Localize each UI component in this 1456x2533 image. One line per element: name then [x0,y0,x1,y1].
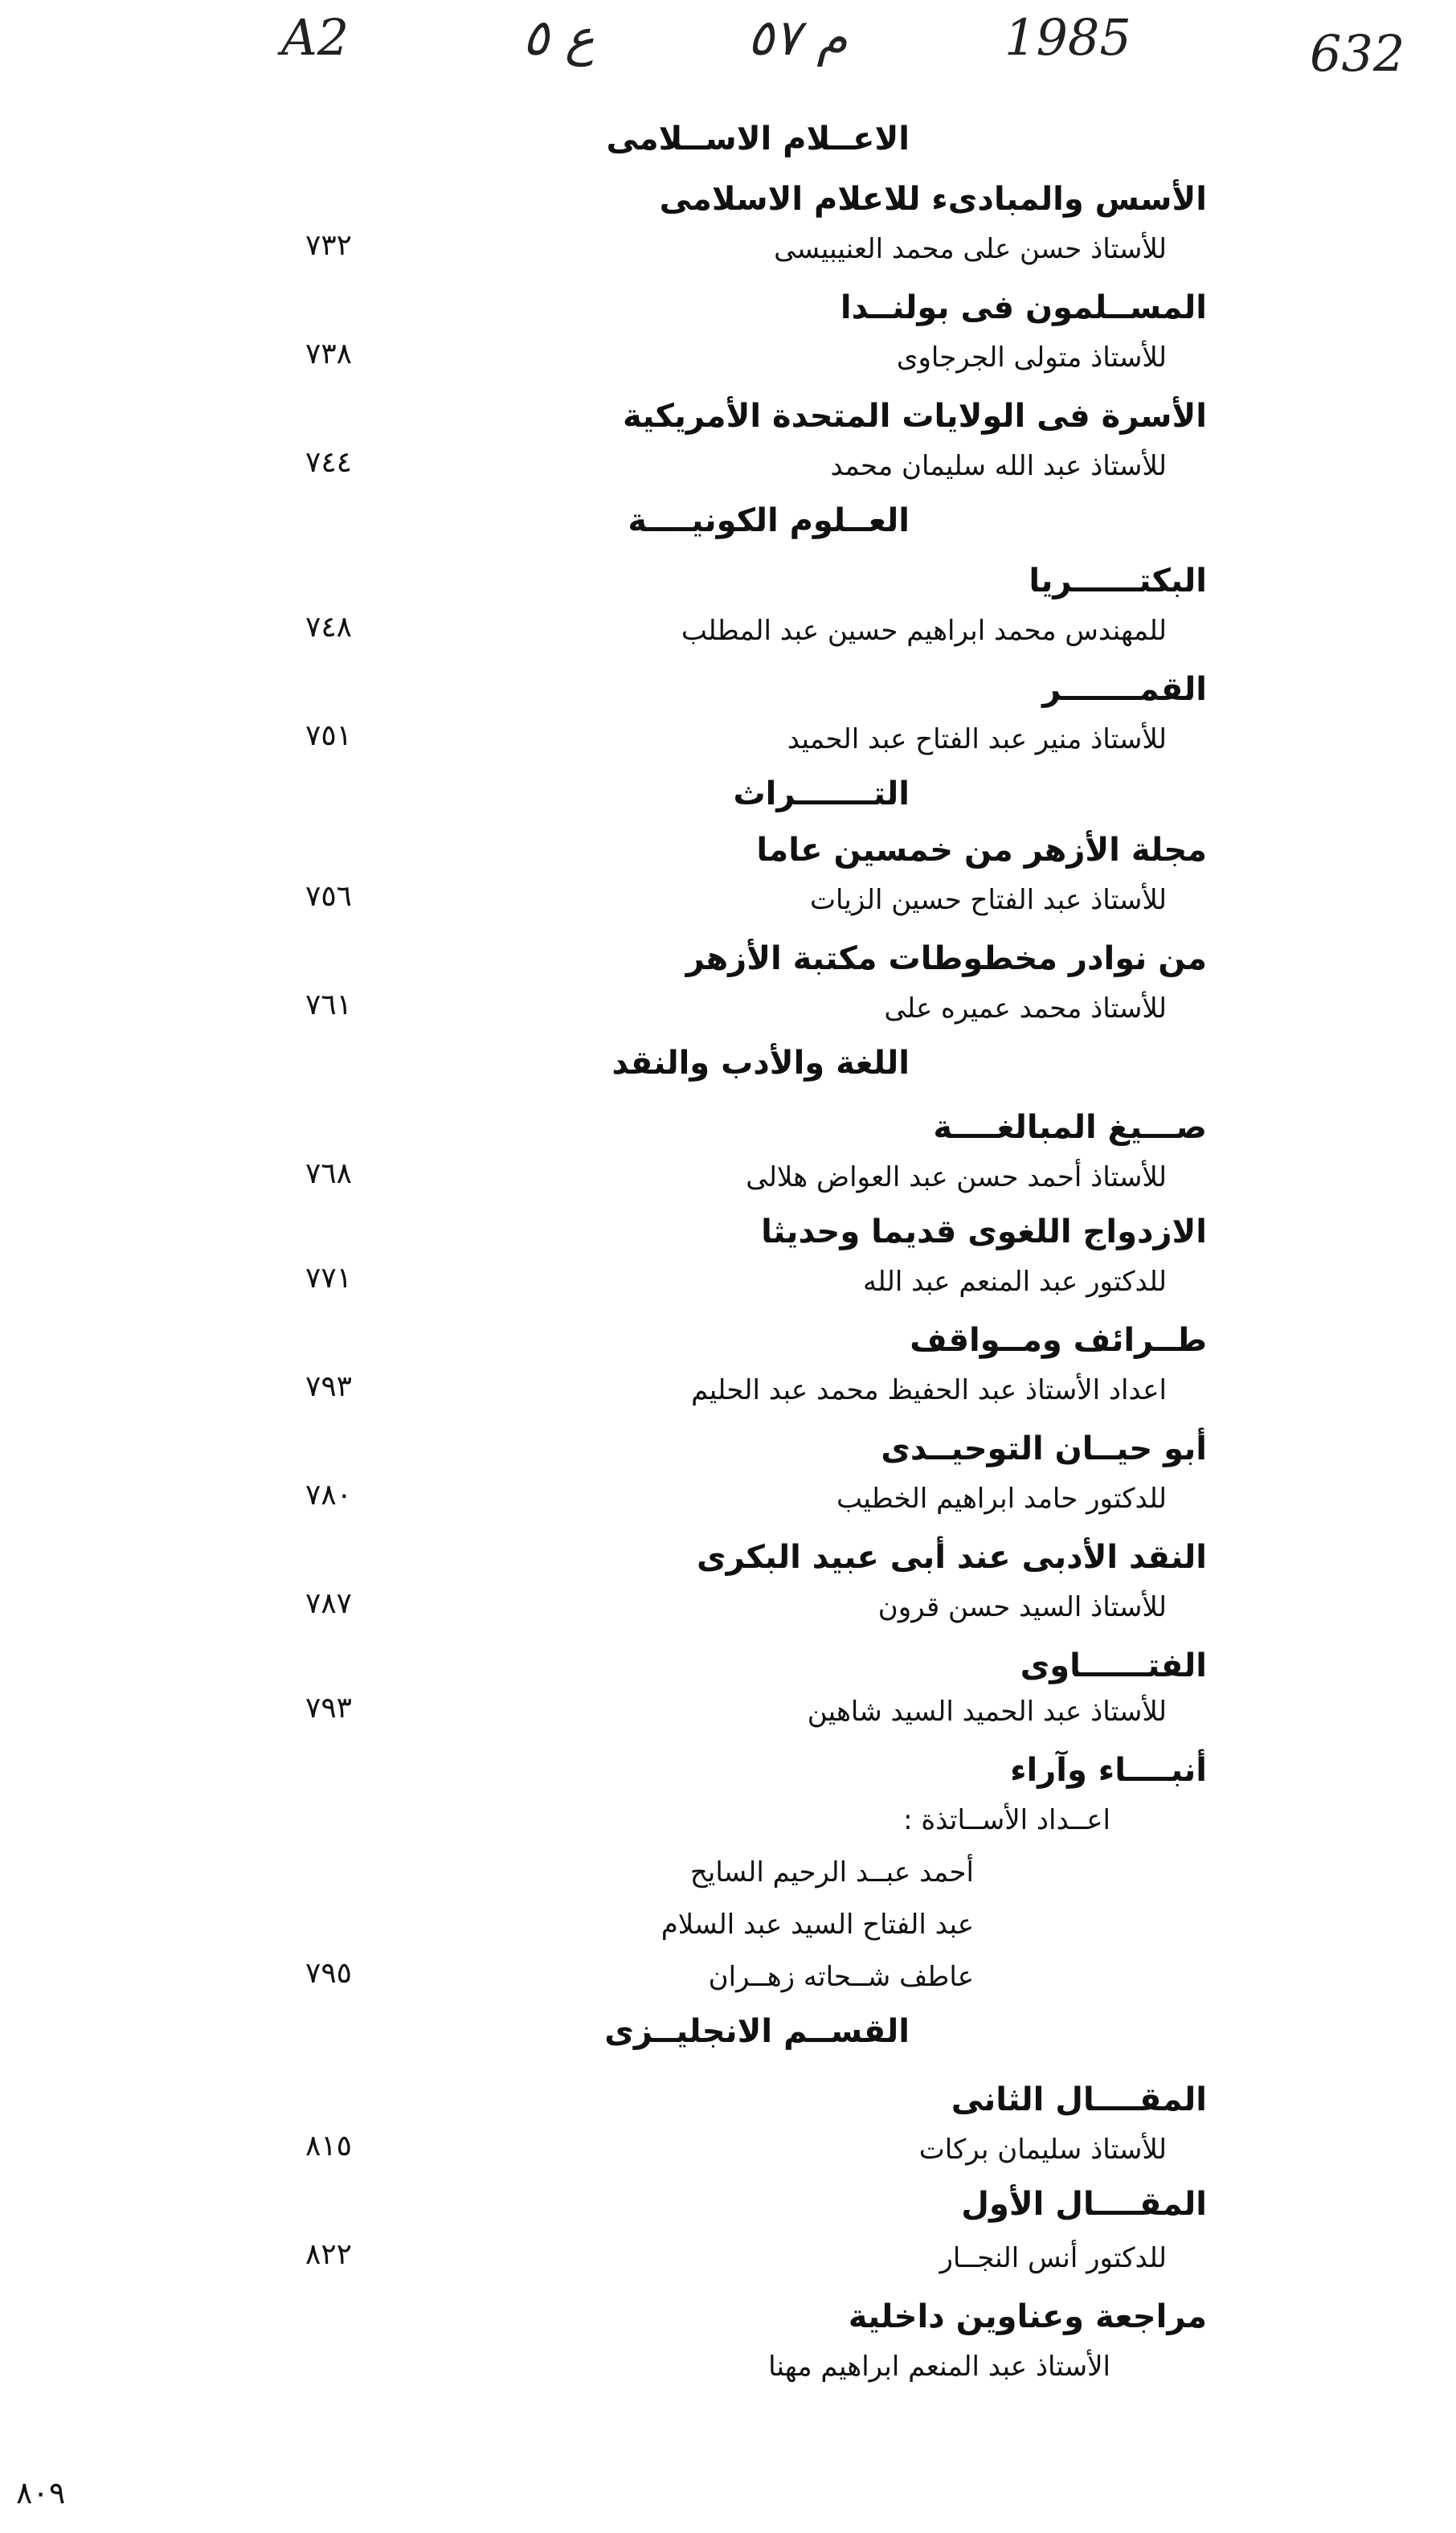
page-number: ٨٠٩ [16,2475,66,2510]
handwritten-volume: م ٥٧ [747,8,848,67]
toc-article-title: البكتــــــريا [1029,563,1207,599]
toc-page-number: ٧٥٦ [305,880,353,913]
toc-article-title: النقد الأدبى عند أبى عبيد البكرى [697,1539,1207,1576]
toc-section-heading: القســم الانجليــزى [604,2013,910,2050]
toc-article-title: الأسرة فى الولايات المتحدة الأمريكية [623,398,1207,435]
toc-author-line: للأستاذ منير عبد الفتاح عبد الحميد [787,723,1167,755]
toc-author-line: للمهندس محمد ابراهيم حسين عبد المطلب [681,615,1167,647]
toc-author-line: عبد الفتاح السيد عبد السلام [661,1909,974,1941]
toc-article-title: أنبــــاء وآراء [1010,1752,1207,1789]
toc-article-title: الفتــــــاوى [1020,1647,1207,1684]
toc-article-title: المقــــال الأول [961,2186,1207,2223]
toc-author-line: للأستاذ عبد الحميد السيد شاهين [807,1696,1167,1728]
toc-page-number: ٨٢٢ [305,2238,353,2271]
handwritten-issue: ع ٥ [522,8,595,67]
toc-article-title: مراجعة وعناوين داخلية [848,2298,1207,2335]
toc-page-number: ٧٤٤ [305,446,353,479]
toc-page-number: ٧٨٠ [305,1479,353,1512]
toc-page-number: ٧٩٥ [305,1957,353,1990]
toc-author-line: للأستاذ عبد الفتاح حسين الزيات [810,884,1167,916]
toc-page-number: ٧٣٢ [305,229,353,262]
toc-section-heading: اللغة والأدب والنقد [611,1045,910,1082]
toc-article-title: أبو حيــان التوحيــدى [881,1430,1207,1467]
toc-author-line: اعــداد الأســاتذة : [903,1804,1110,1836]
toc-article-title: الازدواج اللغوى قديما وحديثا [761,1213,1207,1250]
toc-page-number: ٧٨٧ [305,1587,353,1620]
toc-author-line: للأستاذ السيد حسن قرون [877,1591,1167,1623]
handwritten-ref: A2 [281,8,350,67]
toc-article-title: الأسس والمبادىء للاعلام الاسلامى [659,181,1207,218]
toc-page-number: ٧٤٨ [305,611,353,644]
toc-page-number: ٧٦١ [305,988,353,1021]
toc-author-line: للأستاذ محمد عميره على [884,992,1167,1025]
toc-author-line: عاطف شــحاته زهــران [708,1961,974,1993]
toc-article-title: المقــــال الثانى [951,2081,1207,2118]
toc-article-title: من نوادر مخطوطات مكتبة الأزهر [685,940,1207,977]
toc-author-line: للأستاذ حسن على محمد العنيبيسى [774,233,1167,265]
toc-article-title: القمـــــــر [1042,671,1207,708]
toc-author-line: للأستاذ سليمان بركات [918,2134,1167,2166]
toc-page-number: ٧٥١ [305,719,353,752]
toc-article-title: صـــيغ المبالغــــة [933,1109,1207,1146]
toc-article-title: مجلة الأزهر من خمسين عاما [756,832,1207,869]
toc-article-title: المســلمون فى بولنــدا [840,289,1207,326]
toc-page-number: ٧٣٨ [305,338,353,370]
toc-author-line: للدكتور حامد ابراهيم الخطيب [836,1483,1167,1515]
toc-author-line: أحمد عبــد الرحيم السايح [689,1856,974,1888]
toc-page-number: ٧٩٣ [305,1692,353,1725]
toc-author-line: للأستاذ أحمد حسن عبد العواض هلالى [746,1161,1167,1193]
handwritten-number: 632 [1310,24,1405,83]
toc-page-number: ٨١٥ [305,2130,353,2163]
toc-page-number: ٧٩٣ [305,1370,353,1403]
toc-section-heading: التـــــــراث [733,775,910,812]
toc-author-line: الأستاذ عبد المنعم ابراهيم مهنا [768,2351,1110,2383]
toc-author-line: اعداد الأستاذ عبد الحفيظ محمد عبد الحليم [691,1374,1167,1406]
toc-section-heading: العــلوم الكونيــــة [628,502,910,539]
toc-author-line: للأستاذ عبد الله سليمان محمد [830,450,1167,482]
toc-page-number: ٧٦٨ [305,1157,353,1190]
toc-author-line: للدكتور عبد المنعم عبد الله [863,1266,1167,1298]
handwritten-year: 1985 [1004,8,1131,67]
toc-author-line: للأستاذ متولى الجرجاوى [896,342,1167,374]
toc-section-heading: الاعــلام الاســلامى [606,121,910,158]
toc-article-title: طــرائف ومــواقف [910,1322,1207,1359]
toc-page-number: ٧٧١ [305,1262,353,1295]
toc-author-line: للدكتور أنس النجــار [939,2242,1167,2274]
